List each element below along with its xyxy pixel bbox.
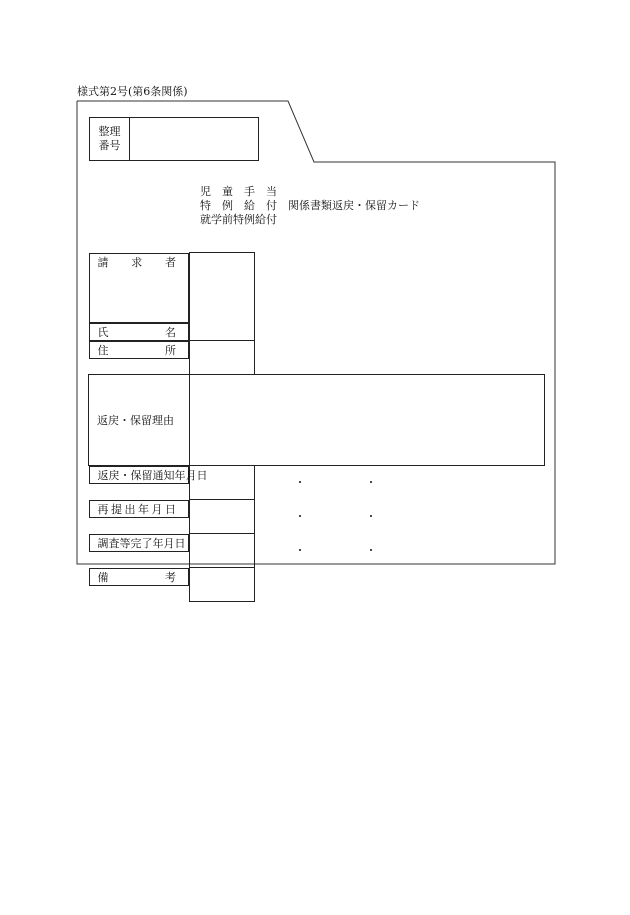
reference-number-label-line2: 番号 [98,139,121,152]
notice-date-label-char: 通 [152,469,164,482]
survey-date-label-char: 査 [108,536,120,550]
reason-field[interactable] [190,375,545,466]
address-label [89,341,190,359]
claimant-label [89,253,190,323]
remarks-label-char: 備 [97,570,109,584]
notice-date-label-char: 月 [185,469,197,482]
remarks-label [89,568,190,586]
resubmit-date-label-char: 年 [138,502,149,516]
document-title [200,185,420,227]
remarks-field[interactable] [190,568,255,602]
survey-date-label-char: 日 [174,536,186,550]
name-label-char: 名 [165,325,176,339]
record-table [88,252,545,602]
date-separator: ・ [294,543,306,557]
notice-date-label-char: 保 [130,469,142,482]
reason-label: 返戻・保留理由 [89,375,190,466]
survey-date-label-char: 了 [141,536,153,550]
survey-date-label-char: 月 [163,536,175,550]
resubmit-date-label-char: 出 [124,502,136,516]
claimant-label-char: 者 [165,255,176,269]
claimant-label-char: 求 [131,255,143,269]
title-line-2: 特 例 給 付 [200,199,277,212]
survey-date-label-char: 等 [119,536,131,550]
notice-date-label-char: 日 [196,469,208,482]
resubmit-date-field[interactable] [190,500,377,534]
reference-number-label [90,118,130,160]
address-field[interactable] [190,341,255,375]
survey-date-label-char: 完 [130,536,142,550]
resubmit-date-label [89,500,190,518]
survey-date-field[interactable] [190,534,377,568]
notice-date-field[interactable] [190,466,377,500]
title-suffix: 関係書類返戻・保留カード [288,199,420,212]
resubmit-date-label-char: 日 [165,502,176,516]
survey-date-label-char: 調 [97,536,109,550]
date-separator: ・ [365,509,377,523]
title-line-3: 就学前特例給付 [200,213,277,226]
survey-date-label-char: 年 [152,536,164,550]
address-label-char: 所 [165,343,176,357]
notice-date-label-char: 留 [141,469,153,482]
reference-number-label-line1: 整理 [98,125,121,138]
notice-date-label-char: ・ [119,469,131,482]
resubmit-date-label-char: 提 [111,502,122,516]
name-label-char: 氏 [97,325,109,339]
notice-date-label-char: 知 [163,469,175,482]
resubmit-date-label-char: 月 [151,502,163,516]
form-number-label: 様式第2号(第6条関係) [77,85,188,98]
date-separator: ・ [294,509,306,523]
resubmit-date-label-char: 再 [97,502,109,516]
name-field[interactable] [190,253,255,341]
title-line-1: 児 童 手 当 [200,185,277,198]
notice-date-label [89,466,208,484]
notice-date-label-char: 返 [97,469,109,482]
date-separator: ・ [365,543,377,557]
notice-date-label-char: 年 [174,469,186,482]
survey-date-label [89,534,190,552]
reference-number-field[interactable] [130,118,258,160]
reference-number-box [89,117,259,161]
address-label-char: 住 [97,343,109,357]
notice-date-label-char: 戻 [108,469,120,482]
date-separator: ・ [365,475,377,489]
date-separator: ・ [294,475,306,489]
name-label [89,323,190,341]
claimant-label-char: 請 [97,255,109,269]
remarks-label-char: 考 [165,570,176,584]
